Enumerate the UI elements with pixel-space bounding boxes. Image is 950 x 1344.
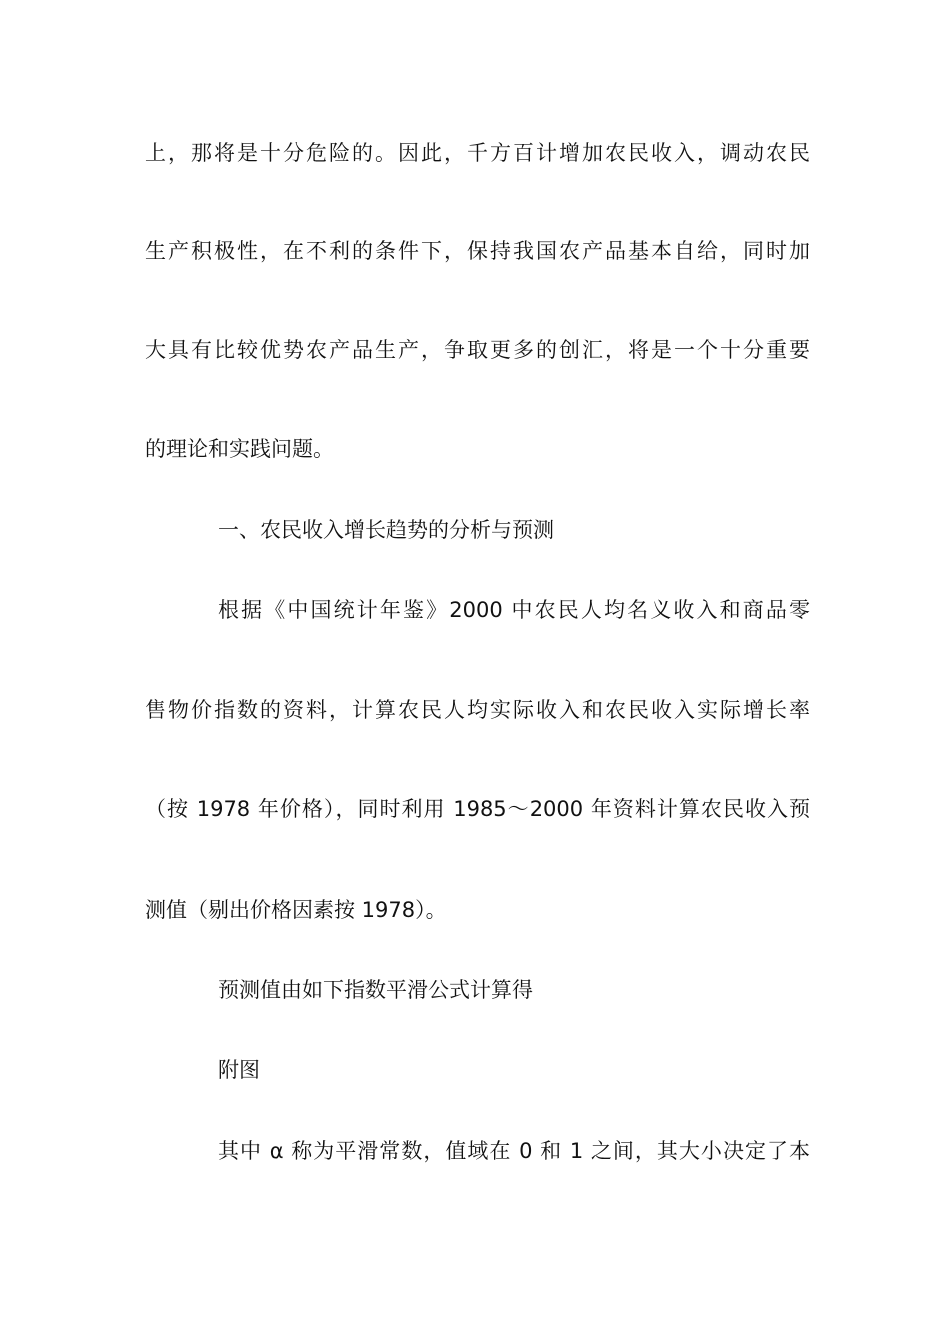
paragraph-line: 售物价指数的资料，计算农民人均实际收入和农民收入实际增长率 [145,698,810,722]
paragraph-line: 预测值由如下指数平滑公式计算得 [218,978,533,1002]
paragraph-line: 上，那将是十分危险的。因此，千方百计增加农民收入，调动农民 [145,141,810,165]
paragraph-line: （按 1978 年价格），同时利用 1985～2000 年资料计算农民收入预 [145,797,810,821]
paragraph-line: 测值（剔出价格因素按 1978）。 [145,898,447,922]
figure-placeholder: 附图 [218,1058,260,1082]
paragraph-line: 大具有比较优势农产品生产，争取更多的创汇，将是一个十分重要 [145,338,810,362]
section-heading: 一、农民收入增长趋势的分析与预测 [218,518,554,542]
paragraph-line: 的理论和实践问题。 [145,437,334,461]
paragraph-line: 根据《中国统计年鉴》2000 中农民人均名义收入和商品零 [218,598,810,622]
paragraph-line: 生产积极性，在不利的条件下，保持我国农产品基本自给，同时加 [145,239,810,263]
paragraph-line: 其中 α 称为平滑常数，值域在 0 和 1 之间，其大小决定了本 [218,1139,810,1163]
